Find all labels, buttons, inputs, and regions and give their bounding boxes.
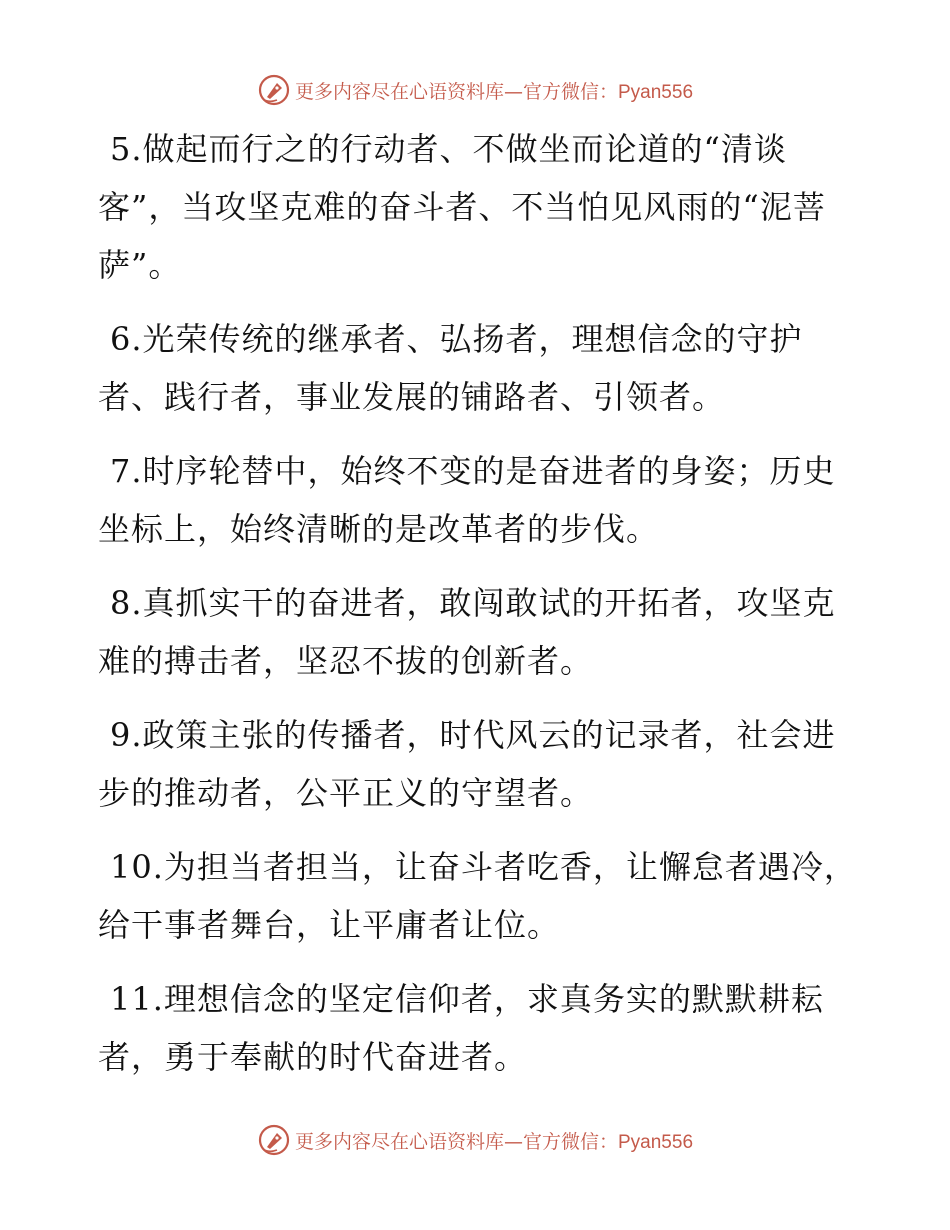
paragraph-11: 11.理想信念的坚定信仰者，求真务实的默默耕耘者，勇于奉献的时代奋进者。 xyxy=(98,980,824,1076)
wechat-handle: Pyan556 xyxy=(618,1131,694,1153)
document-body xyxy=(98,120,858,1102)
paragraph-7: 7.时序轮替中，始终不变的是奋进者的身姿；历史坐标上，始终清晰的是改革者的步伐。 xyxy=(98,452,836,548)
pen-nib-logo-icon xyxy=(257,73,291,107)
pen-nib-logo-icon xyxy=(257,1123,291,1157)
paragraph-10: 10.为担当者担当，让奋斗者吃香，让懈怠者遇冷，给干事者舞台，让平庸者让位。 xyxy=(98,848,857,944)
wechat-handle: Pyan556 xyxy=(618,81,694,103)
banner-text: 更多内容尽在心语资料库—官方微信：Pyan556 xyxy=(294,1130,694,1153)
banner-text: 更多内容尽在心语资料库—官方微信：Pyan556 xyxy=(294,80,694,103)
footer-banner xyxy=(0,1120,950,1160)
paragraph-6: 6.光荣传统的继承者、弘扬者，理想信念的守护者、践行者，事业发展的铺路者、引领者。 xyxy=(98,320,803,416)
paragraph-8: 8.真抓实干的奋进者，敢闯敢试的开拓者，攻坚克难的搏击者，坚忍不拔的创新者。 xyxy=(98,584,836,680)
paragraph-5: 5.做起而行之的行动者、不做坐而论道的“清谈客”，当攻坚克难的奋斗者、不当怕见风雨的“泥菩萨”。 xyxy=(98,130,826,284)
header-banner xyxy=(0,70,950,110)
paragraph-9: 9.政策主张的传播者，时代风云的记录者，社会进步的推动者，公平正义的守望者。 xyxy=(98,716,836,812)
